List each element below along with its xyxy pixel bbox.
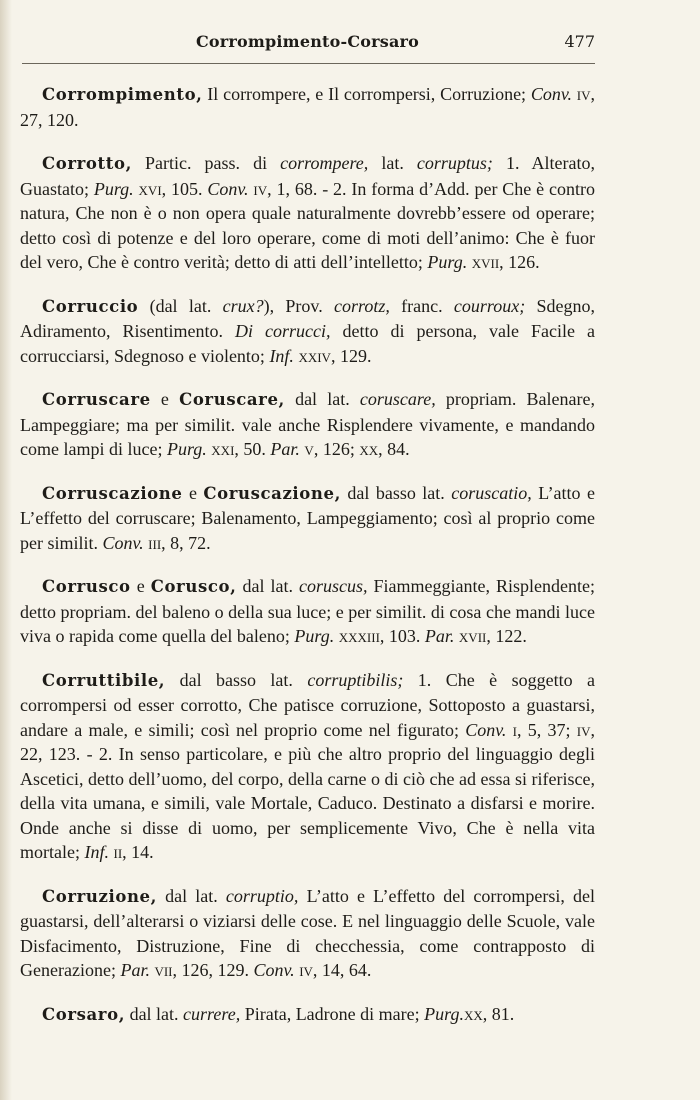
entry-text: , 1, 68. - 2. In forma d’Add. per Che è contro natura, Che non è o non opera quale naturalmente dovrebb’essere od operare; detto così di potenze e del loro operare, come di moti dell’animo: Che è fuor del vero, Che è contro verità; detto di atti dell’intelletto;	[20, 178, 595, 272]
entry-citation-italic: coruscus,	[299, 576, 368, 596]
entry-text: , 126;	[313, 439, 360, 459]
entry-roman-numeral: iv	[299, 960, 313, 980]
dictionary-entry	[20, 387, 595, 462]
entry-variant-headword: Coruscare,	[179, 390, 285, 409]
entry-roman-numeral: xxiv	[298, 345, 331, 366]
header-rule	[22, 63, 595, 64]
entry-text: franc.	[389, 295, 454, 316]
entry-headword: Corruzione,	[42, 886, 158, 906]
entry-text: L’atto e L’effetto del corruscare; Balenamento, Lampeggiamento; così al proprio come per similit.	[20, 482, 595, 553]
dictionary-entry	[20, 294, 595, 369]
entry-variant-headword: Corusco,	[150, 577, 237, 596]
entry-citation-italic: courroux;	[453, 295, 526, 316]
entry-roman-numeral: xvii	[471, 252, 500, 272]
entry-text: Sdegno, Adiramento, Risentimento.	[20, 295, 595, 341]
entry-text: e	[130, 576, 151, 596]
entry-text: , 122.	[486, 626, 527, 646]
entry-roman-numeral: xx	[359, 439, 379, 459]
entry-roman-numeral: iv	[253, 178, 268, 199]
entry-headword: Corruscare	[42, 390, 151, 409]
entry-headword: Corrompimento,	[42, 85, 203, 104]
entry-text: dal lat.	[284, 389, 360, 409]
entry-text: ), Prov.	[263, 295, 335, 316]
dictionary-entry	[20, 668, 595, 865]
entry-roman-numeral: vii	[154, 960, 173, 980]
entry-text: 1. Alterato, Guastato;	[20, 153, 595, 199]
entry-text: dal lat.	[125, 1003, 184, 1024]
entry-citation-italic: Inf.	[269, 345, 294, 366]
entry-citation-italic: Di corrucci,	[235, 321, 331, 341]
entry-text: , 103.	[379, 626, 425, 646]
dictionary-entry	[20, 151, 595, 275]
entry-text: Partic. pass. di	[131, 153, 281, 173]
entry-variant-headword: Coruscazione,	[203, 483, 341, 503]
page-gutter-shadow	[0, 0, 12, 1100]
entry-citation-italic: Purg.	[424, 1003, 464, 1024]
running-title: Corrompimento-Corsaro	[195, 32, 420, 51]
entry-text: dal basso lat.	[340, 482, 452, 503]
entry-citation-italic: Par.	[270, 439, 300, 459]
entry-roman-numeral: i	[512, 719, 517, 740]
entry-text: e	[182, 482, 204, 503]
entry-citation-italic: corruptus;	[416, 153, 493, 173]
entry-citation-italic: Conv.	[253, 960, 295, 980]
entry-text: , 27, 120.	[20, 84, 596, 130]
dictionary-column	[20, 82, 595, 1046]
entry-text: dal lat.	[236, 576, 299, 596]
entry-headword: Corruttibile,	[42, 670, 166, 690]
entry-citation-italic: Par.	[120, 960, 150, 980]
entry-headword: Corsaro,	[42, 1004, 126, 1024]
entry-text: , 105.	[161, 178, 208, 199]
entry-roman-numeral: xxxiii	[338, 626, 380, 646]
entry-citation-italic: Purg.	[93, 178, 134, 199]
entry-text: , 126, 129.	[172, 960, 254, 980]
page-number: 477	[564, 32, 595, 51]
entry-roman-numeral: iv	[576, 84, 591, 104]
entry-text: , 126.	[499, 252, 540, 272]
entry-roman-numeral: iii	[148, 532, 162, 553]
entry-citation-italic: corruptibilis;	[307, 669, 404, 690]
entry-text: 1. Che è soggetto a corrompersi od esser corrotto, Che patisce corruzione, Sottoposto a guastarsi, andare a male, e simili; così nel proprio come nel figurato;	[20, 669, 595, 740]
running-header	[20, 32, 595, 58]
dictionary-entry	[20, 1002, 595, 1028]
entry-citation-italic: Conv.	[465, 719, 507, 740]
entry-headword: Corruscazione	[42, 483, 183, 503]
entry-roman-numeral: xvii	[458, 626, 487, 646]
entry-text: , 81.	[482, 1003, 515, 1024]
entry-text: , 84.	[378, 439, 410, 459]
entry-text: , 5, 37;	[517, 719, 577, 740]
entry-text: propriam. Balenare, Lampeggiare; ma per similit. vale anche Risplendere vivamente, e mandando come lampi di luce;	[20, 389, 595, 459]
dictionary-entry	[20, 82, 595, 132]
entry-citation-italic: currere,	[183, 1003, 241, 1024]
entry-citation-italic: corrompere,	[280, 153, 369, 173]
entry-headword: Corrusco	[42, 577, 131, 596]
entry-text: L’atto e L’effetto del corrompersi, del guastarsi, dell’alterarsi o viziarsi delle cose. E nel linguaggio delle Scuole, vale Disfacimento, Distruzione, Fine di checchessia, come contrapposto di Generazione;	[20, 885, 596, 980]
entry-roman-numeral: xxi	[211, 439, 235, 459]
entry-text: Fiammeggiante, Risplendente; detto propriam. del baleno o della sua luce; e per similit. di cosa che mandi luce viva o rapida come quella del baleno;	[20, 576, 595, 646]
entry-text: , 14, 64.	[312, 960, 372, 980]
dictionary-entry	[20, 481, 595, 556]
entry-citation-italic: corruptio,	[225, 885, 299, 906]
entry-citation-italic: Purg.	[427, 252, 468, 272]
entry-text: , 14.	[122, 842, 154, 862]
dictionary-entry	[20, 574, 595, 649]
entry-citation-italic: Conv.	[207, 178, 249, 199]
entry-roman-numeral: ii	[113, 842, 123, 862]
entry-text: , 22, 123. - 2. In senso particolare, e più che altro proprio del linguaggio degli Ascetici, detto dell’uomo, del corpo, della carne o di ciò che ad essa si riferisce, della vita umana, e simili, vale Mortale, Caduco. Destinato a disfarsi e morire. Onde anche si disse di uomo, per semplicemente Vivo, Che è nella vita mortale;	[20, 719, 595, 862]
dictionary-entry	[20, 884, 595, 983]
entry-text: , 8, 72.	[161, 532, 211, 553]
entry-text: detto di persona, vale Facile a corrucciarsi, Sdegnoso e violento;	[20, 321, 596, 366]
entry-text: , 50.	[234, 439, 271, 459]
entry-citation-italic: Inf.	[84, 842, 109, 862]
entry-citation-italic: coruscatio,	[451, 482, 532, 503]
entry-text: lat.	[368, 153, 417, 173]
entry-roman-numeral: xx	[463, 1003, 483, 1024]
entry-roman-numeral: iv	[576, 719, 591, 740]
entry-text: dal lat.	[157, 885, 226, 906]
entry-citation-italic: corrotz,	[334, 295, 390, 316]
entry-headword: Corrotto,	[42, 154, 132, 173]
entry-citation-italic: Purg.	[166, 439, 207, 459]
entry-citation-italic: Purg.	[294, 626, 335, 646]
entry-citation-italic: Par.	[424, 626, 455, 646]
entry-citation-italic: coruscare,	[359, 389, 436, 409]
entry-roman-numeral: xvi	[138, 178, 162, 199]
entry-citation-italic: crux?	[222, 295, 264, 316]
entry-citation-italic: Conv.	[530, 84, 573, 104]
entry-text: , 129.	[330, 345, 372, 366]
entry-roman-numeral: v	[304, 439, 314, 459]
entry-text: Pirata, Ladrone di mare;	[240, 1003, 425, 1024]
entry-text: Il corrompere, e Il corrompersi, Corruzione;	[202, 84, 531, 104]
entry-headword: Corruccio	[42, 296, 139, 316]
entry-text: e	[150, 389, 180, 409]
entry-citation-italic: Conv.	[102, 532, 144, 553]
entry-text: (dal lat.	[138, 295, 223, 316]
entry-text: dal basso lat.	[165, 669, 308, 690]
